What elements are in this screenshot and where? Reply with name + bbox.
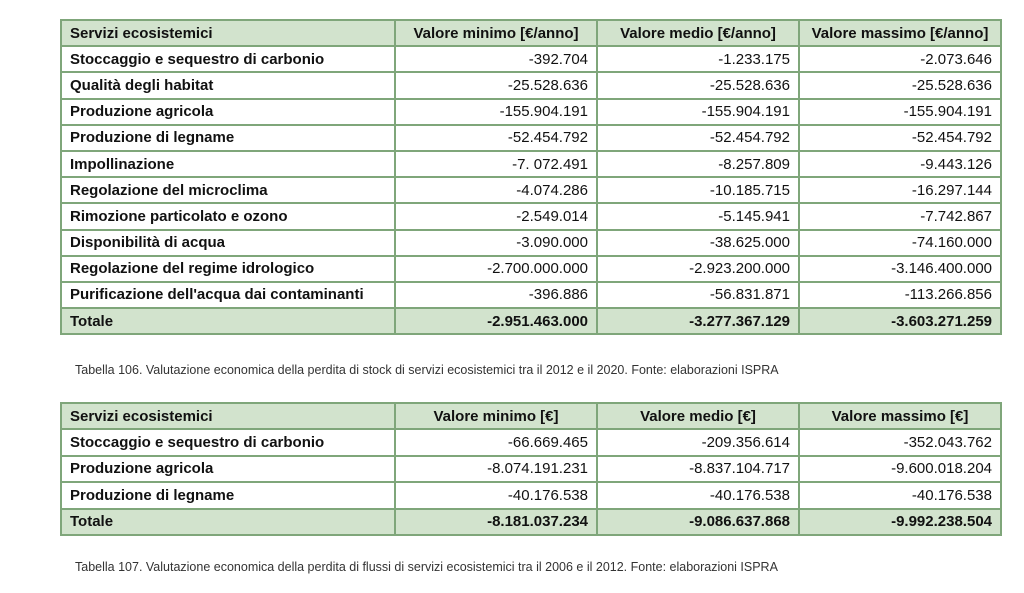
total-value: -3.277.367.129 <box>597 308 799 334</box>
value-cell: -16.297.144 <box>799 177 1001 203</box>
row-label: Purificazione dell'acqua dai contaminanti <box>61 282 395 308</box>
column-header: Valore medio [€] <box>597 403 799 429</box>
column-header: Valore medio [€/anno] <box>597 20 799 46</box>
value-cell: -155.904.191 <box>395 99 597 125</box>
value-cell: -40.176.538 <box>597 482 799 508</box>
column-header: Valore massimo [€/anno] <box>799 20 1001 46</box>
table-107-caption: Tabella 107. Valutazione economica della perdita di flussi di servizi ecosistemici tra il 2006 e il 2012. Fonte: elaborazioni ISPRA <box>75 560 778 574</box>
row-label: Produzione agricola <box>61 99 395 125</box>
value-cell: -7. 072.491 <box>395 151 597 177</box>
table-row <box>61 203 1001 229</box>
value-cell: -2.073.646 <box>799 46 1001 72</box>
value-cell: -8.257.809 <box>597 151 799 177</box>
total-value: -9.992.238.504 <box>799 509 1001 535</box>
value-cell: -8.074.191.231 <box>395 456 597 482</box>
value-cell: -10.185.715 <box>597 177 799 203</box>
row-label: Produzione di legname <box>61 125 395 151</box>
value-cell: -1.233.175 <box>597 46 799 72</box>
table-header-row <box>61 403 1001 429</box>
value-cell: -4.074.286 <box>395 177 597 203</box>
row-label: Impollinazione <box>61 151 395 177</box>
table-row <box>61 46 1001 72</box>
value-cell: -155.904.191 <box>597 99 799 125</box>
table-row <box>61 230 1001 256</box>
column-header: Valore minimo [€/anno] <box>395 20 597 46</box>
ecosystem-stock-loss-table <box>60 19 1002 335</box>
total-value: -9.086.637.868 <box>597 509 799 535</box>
row-label: Stoccaggio e sequestro di carbonio <box>61 429 395 455</box>
value-cell: -66.669.465 <box>395 429 597 455</box>
value-cell: -40.176.538 <box>395 482 597 508</box>
value-cell: -113.266.856 <box>799 282 1001 308</box>
value-cell: -52.454.792 <box>597 125 799 151</box>
value-cell: -56.831.871 <box>597 282 799 308</box>
column-header: Servizi ecosistemici <box>61 403 395 429</box>
row-label: Produzione agricola <box>61 456 395 482</box>
value-cell: -9.600.018.204 <box>799 456 1001 482</box>
value-cell: -352.043.762 <box>799 429 1001 455</box>
row-label: Stoccaggio e sequestro di carbonio <box>61 46 395 72</box>
table-row <box>61 151 1001 177</box>
value-cell: -9.443.126 <box>799 151 1001 177</box>
value-cell: -74.160.000 <box>799 230 1001 256</box>
row-label: Rimozione particolato e ozono <box>61 203 395 229</box>
value-cell: -392.704 <box>395 46 597 72</box>
value-cell: -3.146.400.000 <box>799 256 1001 282</box>
value-cell: -155.904.191 <box>799 99 1001 125</box>
column-header: Valore massimo [€] <box>799 403 1001 429</box>
table-row <box>61 177 1001 203</box>
value-cell: -38.625.000 <box>597 230 799 256</box>
table-row <box>61 72 1001 98</box>
value-cell: -3.090.000 <box>395 230 597 256</box>
total-label: Totale <box>61 308 395 334</box>
value-cell: -25.528.636 <box>395 72 597 98</box>
value-cell: -209.356.614 <box>597 429 799 455</box>
value-cell: -2.700.000.000 <box>395 256 597 282</box>
row-label: Disponibilità di acqua <box>61 230 395 256</box>
table-row <box>61 429 1001 455</box>
value-cell: -2.923.200.000 <box>597 256 799 282</box>
value-cell: -52.454.792 <box>799 125 1001 151</box>
value-cell: -52.454.792 <box>395 125 597 151</box>
value-cell: -5.145.941 <box>597 203 799 229</box>
table-row <box>61 482 1001 508</box>
table-row <box>61 256 1001 282</box>
total-label: Totale <box>61 509 395 535</box>
row-label: Regolazione del regime idrologico <box>61 256 395 282</box>
table-header-row <box>61 20 1001 46</box>
value-cell: -2.549.014 <box>395 203 597 229</box>
row-label: Regolazione del microclima <box>61 177 395 203</box>
ecosystem-flow-loss-table <box>60 402 1002 536</box>
table-row <box>61 99 1001 125</box>
table-row <box>61 125 1001 151</box>
value-cell: -25.528.636 <box>799 72 1001 98</box>
table-106-caption: Tabella 106. Valutazione economica della perdita di stock di servizi ecosistemici tra il 2012 e il 2020. Fonte: elaborazioni ISPRA <box>75 363 779 377</box>
value-cell: -40.176.538 <box>799 482 1001 508</box>
row-label: Produzione di legname <box>61 482 395 508</box>
table-row <box>61 282 1001 308</box>
row-label: Qualità degli habitat <box>61 72 395 98</box>
column-header: Valore minimo [€] <box>395 403 597 429</box>
value-cell: -8.837.104.717 <box>597 456 799 482</box>
total-value: -2.951.463.000 <box>395 308 597 334</box>
total-value: -8.181.037.234 <box>395 509 597 535</box>
table-row <box>61 456 1001 482</box>
total-row <box>61 509 1001 535</box>
value-cell: -396.886 <box>395 282 597 308</box>
column-header: Servizi ecosistemici <box>61 20 395 46</box>
total-row <box>61 308 1001 334</box>
value-cell: -7.742.867 <box>799 203 1001 229</box>
total-value: -3.603.271.259 <box>799 308 1001 334</box>
value-cell: -25.528.636 <box>597 72 799 98</box>
